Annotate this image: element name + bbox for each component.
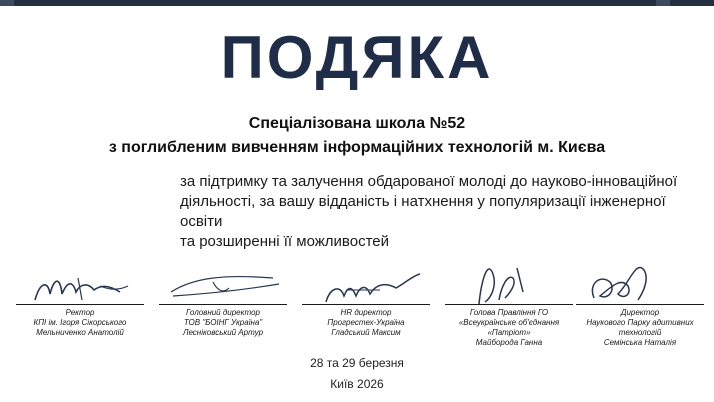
signatory-organization: КПІ ім. Ігоря Сікорського: [33, 318, 127, 327]
gratitude-line: та розширенні її можливостей: [180, 233, 389, 250]
signatory-name: Гладський Максим: [331, 328, 401, 337]
event-city-year: Київ 2026: [330, 377, 384, 391]
signatory-caption: [296, 308, 436, 338]
handwritten-signature: [10, 264, 150, 309]
handwritten-signature: [570, 264, 710, 309]
signatory-caption: [570, 308, 710, 348]
top-right-emblem: [656, 0, 670, 6]
signatory-block-director: [153, 264, 293, 354]
gratitude-line: діяльності, за вашу відданість і натхнення у популяризації інженерної освіти: [180, 193, 666, 230]
handwritten-signature: [439, 264, 579, 309]
signatory-name: Майборода Ганна: [475, 338, 543, 347]
event-dates: 28 та 29 березня: [310, 356, 404, 370]
handwritten-signature: [153, 264, 293, 309]
organization-name: Спеціалізована школа №52: [248, 115, 466, 132]
signatory-block-science-park-director: [570, 264, 710, 354]
signatory-role: Голова Правління ГО: [469, 308, 549, 317]
signature-line: [445, 304, 573, 305]
handwritten-signature: [296, 264, 436, 309]
signatory-role: Ректор: [65, 308, 95, 317]
signatory-organization: Прогрестех-Україна: [327, 318, 405, 327]
signature-line: [16, 304, 144, 305]
top-left-emblem: [0, 0, 14, 6]
signatory-caption: [10, 308, 150, 338]
signature-line: [159, 304, 287, 305]
signatory-organization: «Всеукраїнське об'єднання «Патріот»: [458, 318, 560, 337]
certificate-title: ПОДЯКА: [220, 24, 494, 91]
signature-line: [302, 304, 430, 305]
signatory-name: Семінська Наталія: [603, 338, 677, 347]
signatory-role: Директор: [620, 308, 660, 317]
signatory-role: HR директор: [340, 308, 392, 317]
signatory-name: Мельниченко Анатолій: [36, 328, 124, 337]
gratitude-line: за підтримку та залучення обдарованої молоді до науково-інноваційної: [180, 173, 678, 190]
organization-description: з поглибленим вивченням інформаційних технологій м. Києва: [108, 139, 606, 156]
top-border-band: [0, 0, 714, 6]
signatory-caption: [439, 308, 579, 348]
gratitude-text: [180, 172, 704, 252]
signature-line: [576, 304, 704, 305]
signatory-organization: ТОВ "БОІНГ Україна": [183, 318, 263, 327]
signatory-role: Головний директор: [186, 308, 260, 317]
signatory-block-hr-director: [296, 264, 436, 354]
signatory-block-rector: [10, 264, 150, 354]
signatory-block-board-head: [439, 264, 579, 354]
signatory-caption: [153, 308, 293, 338]
signatory-organization: Наукового Парку адитивних технологій: [586, 318, 694, 337]
signatory-name: Лесніковський Артур: [182, 328, 264, 337]
